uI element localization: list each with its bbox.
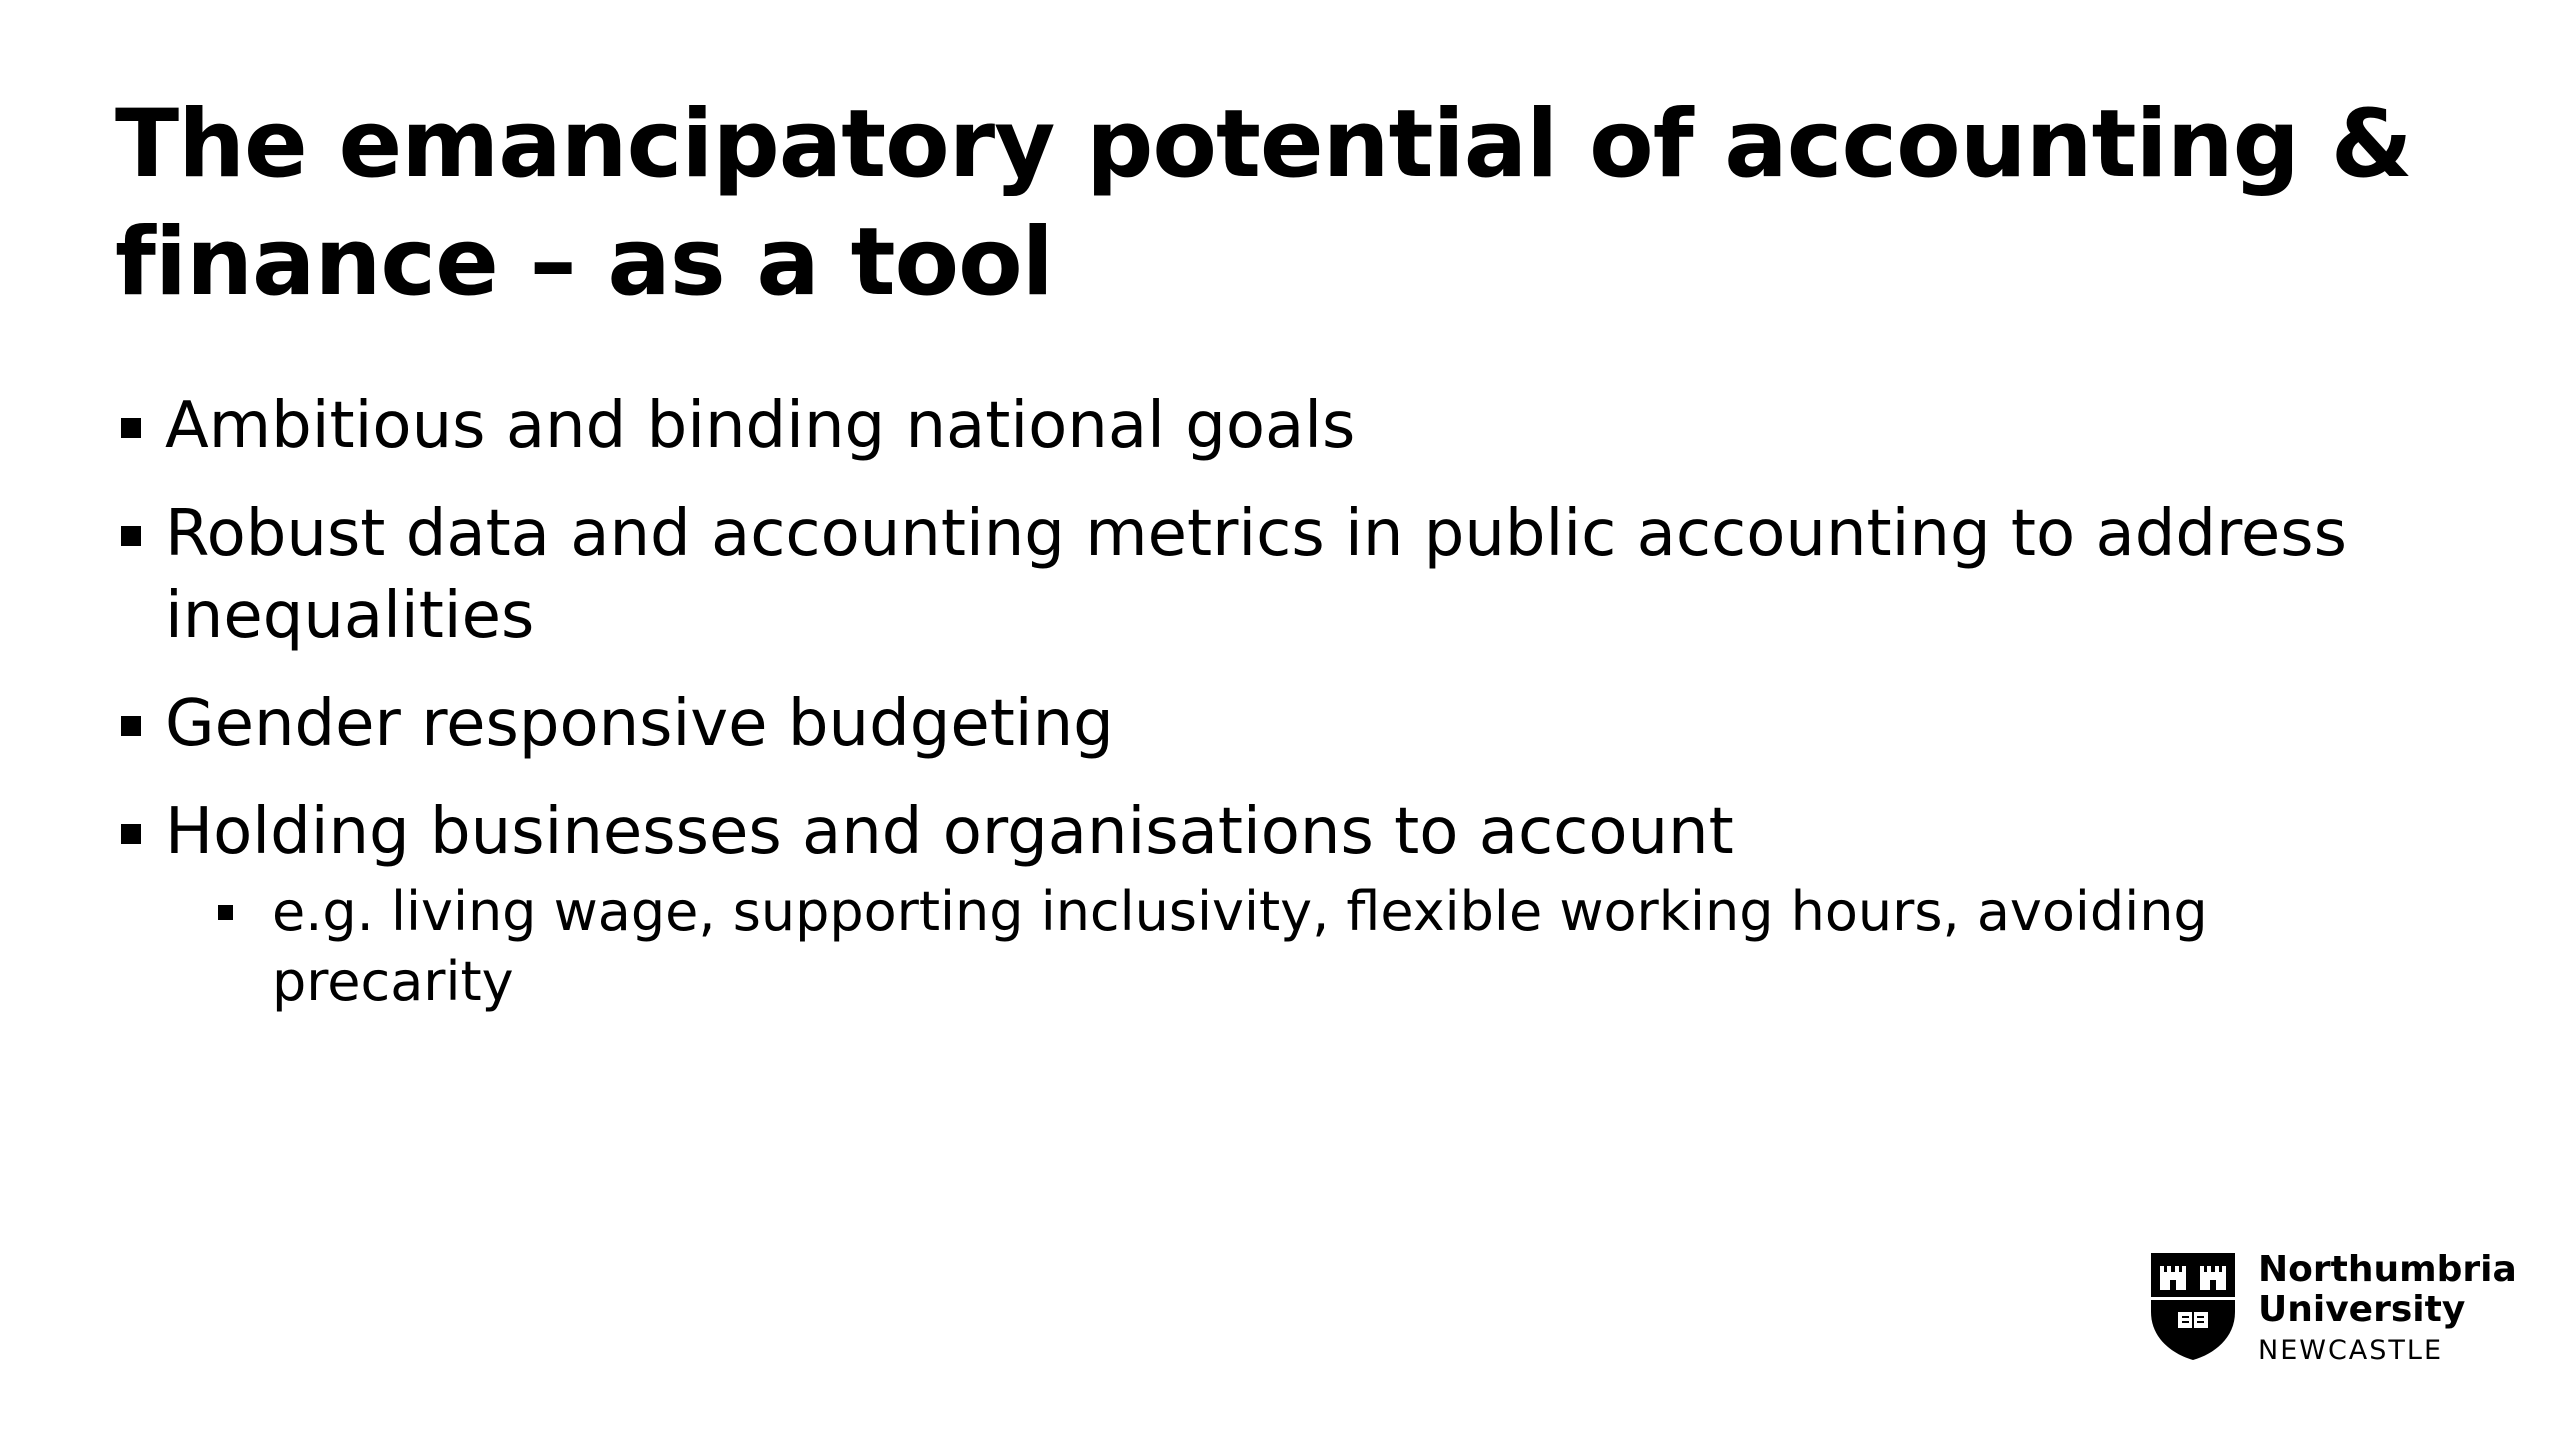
bullet-text: Robust data and accounting metrics in public accounting to address inequalities (165, 497, 2347, 653)
university-crest-icon (2148, 1250, 2238, 1362)
bullet-item (115, 791, 2415, 1017)
bullet-item (115, 683, 2415, 765)
logo-location: NEWCASTLE (2258, 1335, 2444, 1366)
university-logo (2148, 1250, 2517, 1370)
square-bullet-icon (121, 716, 141, 736)
square-bullet-icon (121, 526, 141, 546)
sub-bullet-list (165, 877, 2415, 1017)
bullet-text: Gender responsive budgeting (165, 687, 1114, 761)
square-bullet-icon (121, 824, 141, 844)
sub-bullet-text: e.g. living wage, supporting inclusivity, flexible working hours, avoiding precarity (272, 880, 2208, 1013)
bullet-item (115, 493, 2415, 657)
bullet-text: Holding businesses and organisations to account (165, 795, 1734, 869)
square-bullet-icon (218, 905, 233, 920)
sub-bullet-item (115, 877, 2415, 1017)
bullet-text: Ambitious and binding national goals (165, 389, 1356, 463)
bullet-list (115, 385, 2415, 1043)
slide-title: The emancipatory potential of accounting & finance – as a tool (115, 90, 2412, 317)
square-bullet-icon (121, 418, 141, 438)
logo-name-line1: Northumbria (2258, 1249, 2517, 1290)
logo-name-line2: University (2258, 1289, 2466, 1330)
bullet-item (115, 385, 2415, 467)
logo-wordmark (2258, 1250, 2517, 1370)
